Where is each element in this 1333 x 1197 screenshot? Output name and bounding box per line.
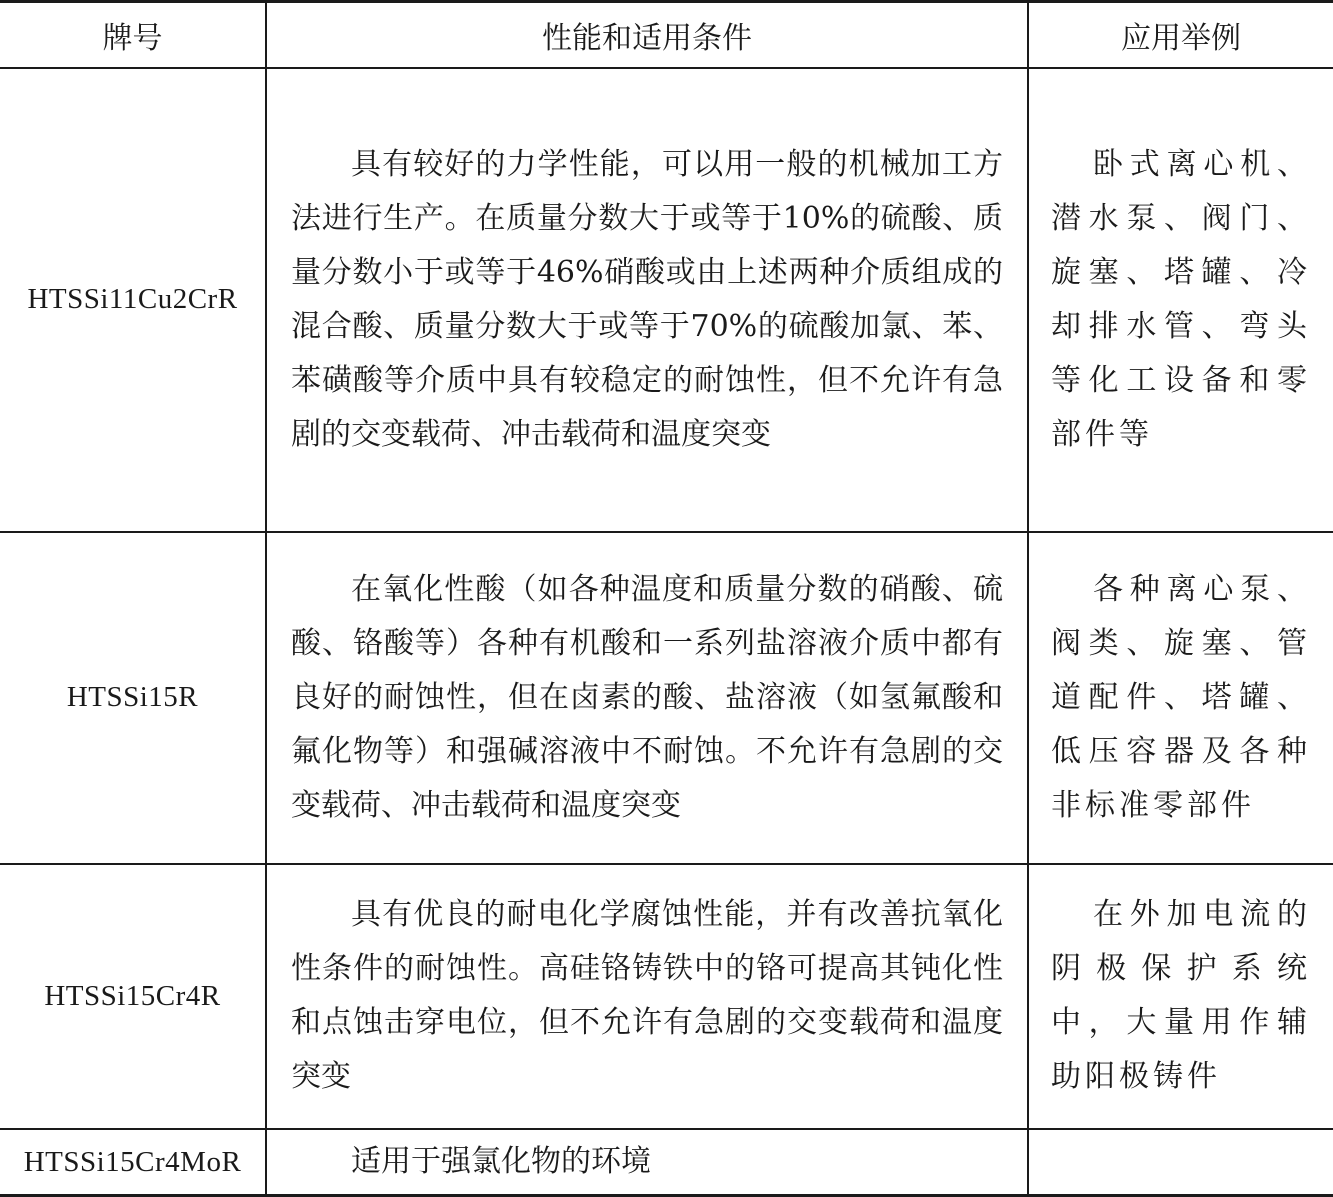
grade-cell: HTSSi15Cr4MoR xyxy=(0,1129,266,1195)
table-row xyxy=(0,532,1333,864)
grade-cell: HTSSi15R xyxy=(0,532,266,864)
applications-cell: 各种离心泵、阀类、旋塞、管道配件、塔罐、低压容器及各种非标准零部件 xyxy=(1028,532,1333,864)
grade-cell: HTSSi15Cr4R xyxy=(0,864,266,1129)
properties-cell: 具有优良的耐电化学腐蚀性能，并有改善抗氧化性条件的耐蚀性。高硅铬铸铁中的铬可提高其钝化性和点蚀击穿电位，但不允许有急剧的交变载荷和温度突变 xyxy=(266,864,1028,1129)
header-applications: 应用举例 xyxy=(1028,2,1333,68)
properties-cell: 具有较好的力学性能，可以用一般的机械加工方法进行生产。在质量分数大于或等于10%的硫酸、质量分数小于或等于46%硝酸或由上述两种介质组成的混合酸、质量分数大于或等于70%的硫酸加氯、苯、苯磺酸等介质中具有较稳定的耐蚀性，但不允许有急剧的交变载荷、冲击载荷和温度突变 xyxy=(266,68,1028,532)
table-row xyxy=(0,68,1333,532)
properties-cell: 在氧化性酸（如各种温度和质量分数的硝酸、硫酸、铬酸等）各种有机酸和一系列盐溶液介质中都有良好的耐蚀性，但在卤素的酸、盐溶液（如氢氟酸和氟化物等）和强碱溶液中不耐蚀。不允许有急剧的交变载荷、冲击载荷和温度突变 xyxy=(266,532,1028,864)
table-header-row xyxy=(0,2,1333,68)
properties-cell: 适用于强氯化物的环境 xyxy=(266,1129,1028,1195)
applications-cell: 卧式离心机、潜水泵、阀门、旋塞、塔罐、冷却排水管、弯头等化工设备和零部件等 xyxy=(1028,68,1333,532)
header-properties: 性能和适用条件 xyxy=(266,2,1028,68)
header-grade: 牌号 xyxy=(0,2,266,68)
table-row xyxy=(0,1129,1333,1195)
applications-cell xyxy=(1028,1129,1333,1195)
grade-cell: HTSSi11Cu2CrR xyxy=(0,68,266,532)
applications-cell: 在外加电流的阴极保护系统中，大量用作辅助阳极铸件 xyxy=(1028,864,1333,1129)
table-row xyxy=(0,864,1333,1129)
